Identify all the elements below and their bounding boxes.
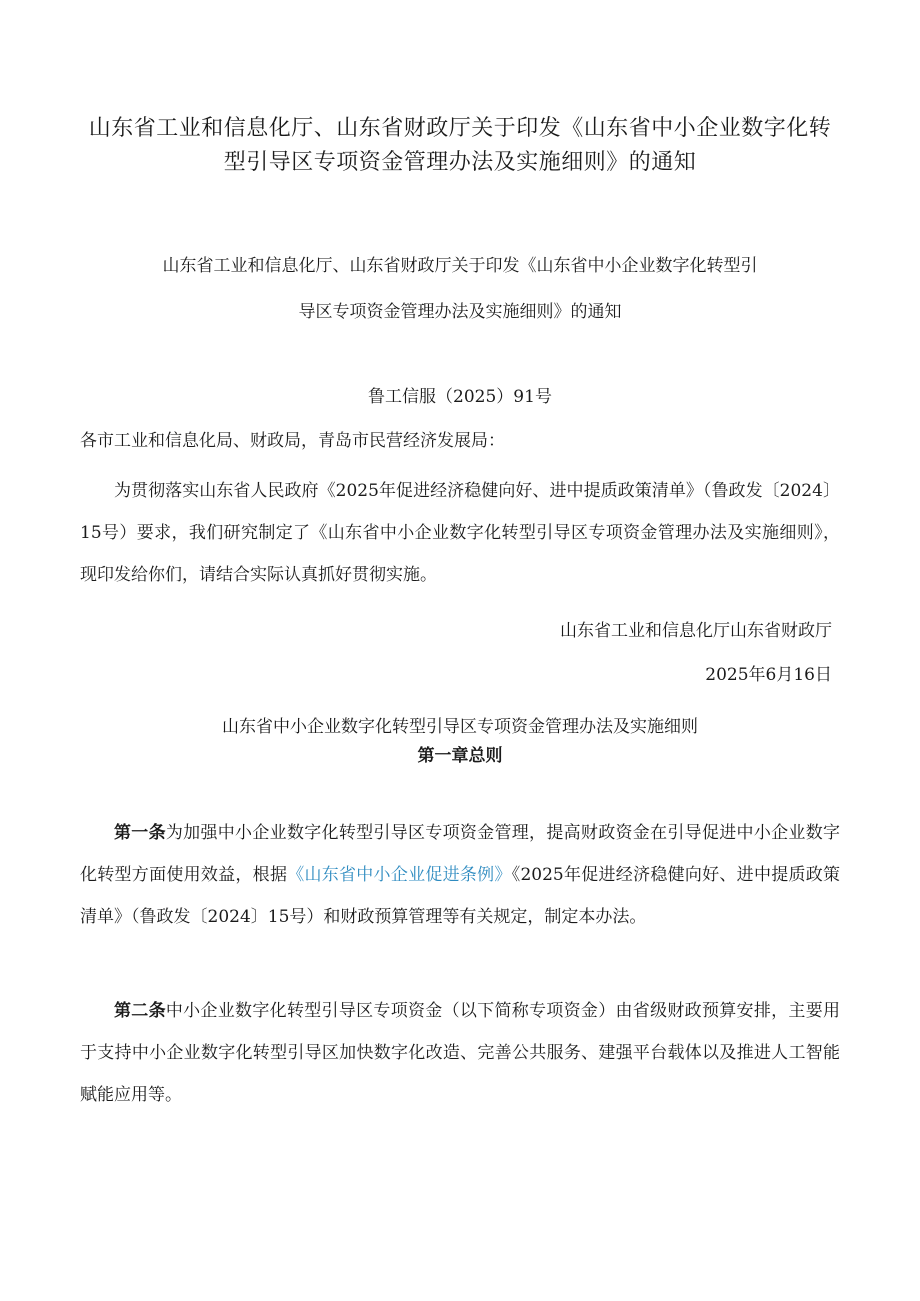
- article-2-text: 中小企业数字化转型引导区专项资金（以下简称专项资金）由省级财政预算安排，主要用于支持中小企业数字化转型引导区加快数字化改造、完善公共服务、建强平台载体以及推进人工智能赋能应用等。: [80, 1001, 841, 1105]
- sub-title-line-1: 山东省工业和信息化厅、山东省财政厅关于印发《山东省中小企业数字化转型引: [162, 256, 758, 276]
- issuing-authority: 山东省工业和信息化厅山东省财政厅: [560, 621, 832, 641]
- article-1: [80, 812, 840, 938]
- sub-title-line-2: 导区专项资金管理办法及实施细则》的通知: [298, 302, 622, 322]
- article-1-text-before-link: 为加强中小企业数字化转型引导区专项资金管理，提高财政资金在引导促进中小企业数字化转型方面使用效益，根据: [80, 823, 841, 885]
- rules-title: 山东省中小企业数字化转型引导区专项资金管理办法及实施细则: [222, 717, 698, 737]
- addressee: 各市工业和信息化局、财政局，青岛市民营经济发展局：: [80, 431, 505, 451]
- chapter-title: 第一章总则: [417, 746, 503, 766]
- article-2: [80, 990, 840, 1116]
- document-sub-title: [80, 243, 840, 335]
- article-2-label: 第二条: [114, 1001, 166, 1021]
- article-1-label: 第一条: [114, 823, 166, 843]
- article-1-text-after-link: 《2025年促进经济稳健向好、进中提质政策清单》（鲁政发〔2024〕15号）和财政预算管理等有关规定，制定本办法。: [80, 865, 841, 927]
- document-main-title: 山东省工业和信息化厅、山东省财政厅关于印发《山东省中小企业数字化转型引导区专项资金管理办法及实施细则》的通知: [88, 116, 832, 175]
- issue-date: 2025年6月16日: [705, 665, 832, 685]
- document-number: 鲁工信服（2025）91号: [368, 387, 552, 407]
- intro-paragraph: 为贯彻落实山东省人民政府《2025年促进经济稳健向好、进中提质政策清单》（鲁政发〔2024〕15号）要求，我们研究制定了《山东省中小企业数字化转型引导区专项资金管理办法及实施细则》，现印发给你们，请结合实际认真抓好贯彻实施。: [80, 481, 840, 585]
- regulation-link[interactable]: 《山东省中小企业促进条例》: [287, 865, 512, 885]
